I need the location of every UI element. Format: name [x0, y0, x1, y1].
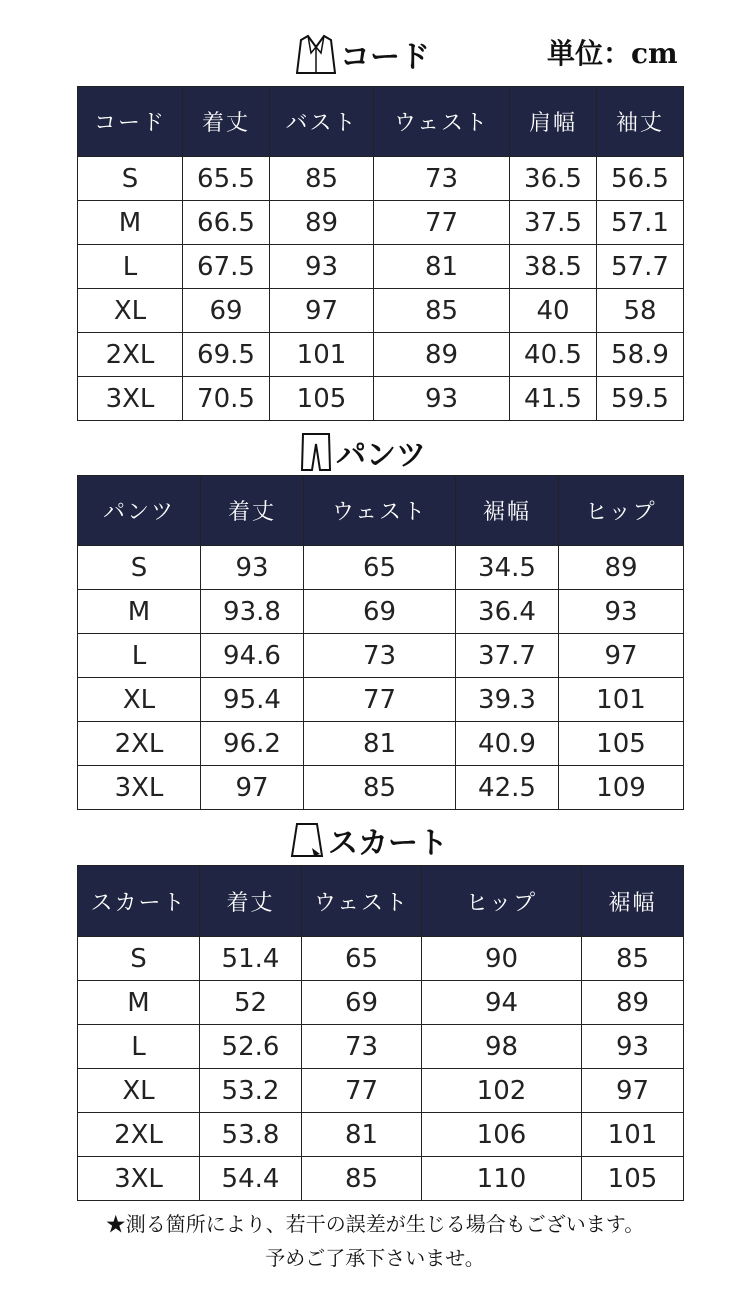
measurement-cell: 97	[201, 766, 304, 810]
measurement-cell: 101	[270, 333, 374, 377]
measurement-cell: 81	[374, 245, 510, 289]
table-row	[78, 1069, 684, 1113]
jacket-icon	[296, 33, 336, 75]
measurement-cell: 97	[582, 1069, 684, 1113]
size-cell: 2XL	[78, 1113, 200, 1157]
column-header: ウェスト	[374, 87, 510, 157]
measurement-cell: 65	[302, 937, 422, 981]
column-header: 着丈	[201, 476, 304, 546]
table-row	[78, 1157, 684, 1201]
size-cell: XL	[78, 678, 201, 722]
size-cell: XL	[78, 289, 183, 333]
measurement-cell: 73	[374, 157, 510, 201]
column-header: 着丈	[183, 87, 270, 157]
column-header: コード	[78, 87, 183, 157]
table-row	[78, 1113, 684, 1157]
measurement-cell: 85	[270, 157, 374, 201]
measurement-cell: 77	[302, 1069, 422, 1113]
size-cell: 3XL	[78, 1157, 200, 1201]
measurement-cell: 89	[270, 201, 374, 245]
measurement-cell: 106	[422, 1113, 582, 1157]
size-cell: M	[78, 981, 200, 1025]
measurement-cell: 39.3	[456, 678, 559, 722]
table-row	[78, 937, 684, 981]
measurement-cell: 96.2	[201, 722, 304, 766]
measurement-cell: 93	[201, 546, 304, 590]
measurement-cell: 59.5	[597, 377, 684, 421]
size-cell: L	[78, 1025, 200, 1069]
measurement-cell: 58.9	[597, 333, 684, 377]
measurement-cell: 54.4	[200, 1157, 302, 1201]
table-row	[78, 333, 684, 377]
measurement-cell: 57.1	[597, 201, 684, 245]
measurement-cell: 73	[304, 634, 456, 678]
pants-header-row	[78, 476, 684, 546]
coat-header-row	[78, 87, 684, 157]
table-row	[78, 201, 684, 245]
measurement-cell: 90	[422, 937, 582, 981]
measurement-cell: 58	[597, 289, 684, 333]
table-row	[78, 377, 684, 421]
measurement-cell: 89	[374, 333, 510, 377]
measurement-cell: 85	[304, 766, 456, 810]
table-row	[78, 634, 684, 678]
unit-label: 単位：cm	[547, 37, 678, 70]
measurement-cell: 67.5	[183, 245, 270, 289]
skirt-icon	[290, 820, 324, 860]
measurement-cell: 53.2	[200, 1069, 302, 1113]
size-cell: 3XL	[78, 377, 183, 421]
column-header: ウェスト	[302, 866, 422, 937]
measurement-cell: 38.5	[510, 245, 597, 289]
table-row	[78, 722, 684, 766]
pants-size-table	[77, 475, 684, 810]
measurement-cell: 57.7	[597, 245, 684, 289]
measurement-cell: 52.6	[200, 1025, 302, 1069]
measurement-cell: 105	[559, 722, 684, 766]
size-cell: S	[78, 546, 201, 590]
column-header: スカート	[78, 866, 200, 937]
measurement-cell: 41.5	[510, 377, 597, 421]
measurement-cell: 37.5	[510, 201, 597, 245]
column-header: ヒップ	[422, 866, 582, 937]
measurement-cell: 69.5	[183, 333, 270, 377]
measurement-cell: 77	[304, 678, 456, 722]
measurement-cell: 85	[374, 289, 510, 333]
measurement-cell: 51.4	[200, 937, 302, 981]
measurement-cell: 52	[200, 981, 302, 1025]
size-cell: 2XL	[78, 333, 183, 377]
column-header: 肩幅	[510, 87, 597, 157]
measurement-cell: 56.5	[597, 157, 684, 201]
measurement-cell: 69	[183, 289, 270, 333]
table-row	[78, 1025, 684, 1069]
size-cell: M	[78, 201, 183, 245]
column-header: パンツ	[78, 476, 201, 546]
column-header: 袖丈	[597, 87, 684, 157]
measurement-cell: 101	[582, 1113, 684, 1157]
column-header: 裾幅	[456, 476, 559, 546]
skirt-table-body	[78, 937, 684, 1201]
size-cell: XL	[78, 1069, 200, 1113]
measurement-cell: 94.6	[201, 634, 304, 678]
measurement-cell: 36.4	[456, 590, 559, 634]
measurement-cell: 69	[304, 590, 456, 634]
measurement-cell: 89	[559, 546, 684, 590]
table-row	[78, 245, 684, 289]
size-cell: L	[78, 245, 183, 289]
measurement-cell: 93	[270, 245, 374, 289]
measurement-cell: 97	[559, 634, 684, 678]
measurement-cell: 95.4	[201, 678, 304, 722]
measurement-cell: 40	[510, 289, 597, 333]
skirt-title-text: スカート	[328, 826, 448, 861]
size-cell: S	[78, 937, 200, 981]
measurement-cell: 81	[302, 1113, 422, 1157]
note-line: 予めご了承下さいませ。	[265, 1246, 485, 1270]
size-cell: S	[78, 157, 183, 201]
table-row	[78, 981, 684, 1025]
coat-section-title	[296, 32, 430, 76]
size-cell: 2XL	[78, 722, 201, 766]
skirt-section-title	[290, 818, 448, 862]
measurement-cell: 93	[559, 590, 684, 634]
pants-section-title	[300, 430, 426, 474]
measurement-cell: 65	[304, 546, 456, 590]
column-header: バスト	[270, 87, 374, 157]
measurement-cell: 40.5	[510, 333, 597, 377]
measurement-cell: 81	[304, 722, 456, 766]
measurement-cell: 36.5	[510, 157, 597, 201]
measurement-cell: 105	[582, 1157, 684, 1201]
measurement-cell: 66.5	[183, 201, 270, 245]
measurement-note	[0, 1207, 750, 1275]
measurement-cell: 40.9	[456, 722, 559, 766]
pants-icon	[300, 432, 332, 472]
measurement-cell: 93	[374, 377, 510, 421]
column-header: ヒップ	[559, 476, 684, 546]
measurement-cell: 77	[374, 201, 510, 245]
measurement-cell: 65.5	[183, 157, 270, 201]
measurement-cell: 101	[559, 678, 684, 722]
measurement-cell: 93.8	[201, 590, 304, 634]
table-row	[78, 546, 684, 590]
size-cell: L	[78, 634, 201, 678]
coat-table-body	[78, 157, 684, 421]
skirt-size-table	[77, 865, 684, 1201]
table-row	[78, 289, 684, 333]
measurement-cell: 110	[422, 1157, 582, 1201]
measurement-cell: 102	[422, 1069, 582, 1113]
coat-size-table	[77, 86, 684, 421]
table-row	[78, 590, 684, 634]
measurement-cell: 37.7	[456, 634, 559, 678]
skirt-header-row	[78, 866, 684, 937]
measurement-cell: 89	[582, 981, 684, 1025]
measurement-cell: 34.5	[456, 546, 559, 590]
column-header: ウェスト	[304, 476, 456, 546]
measurement-cell: 85	[582, 937, 684, 981]
table-row	[78, 157, 684, 201]
table-row	[78, 766, 684, 810]
size-cell: 3XL	[78, 766, 201, 810]
measurement-cell: 93	[582, 1025, 684, 1069]
measurement-cell: 85	[302, 1157, 422, 1201]
measurement-cell: 109	[559, 766, 684, 810]
coat-title-text: コード	[340, 40, 430, 75]
pants-title-text: パンツ	[336, 438, 426, 473]
measurement-cell: 69	[302, 981, 422, 1025]
column-header: 着丈	[200, 866, 302, 937]
measurement-cell: 98	[422, 1025, 582, 1069]
measurement-cell: 73	[302, 1025, 422, 1069]
size-cell: M	[78, 590, 201, 634]
measurement-cell: 97	[270, 289, 374, 333]
measurement-cell: 42.5	[456, 766, 559, 810]
table-row	[78, 678, 684, 722]
column-header: 裾幅	[582, 866, 684, 937]
pants-table-body	[78, 546, 684, 810]
note-line: ★測る箇所により、若干の誤差が生じる場合もございます。	[105, 1212, 645, 1236]
measurement-cell: 94	[422, 981, 582, 1025]
measurement-cell: 105	[270, 377, 374, 421]
measurement-cell: 53.8	[200, 1113, 302, 1157]
measurement-cell: 70.5	[183, 377, 270, 421]
